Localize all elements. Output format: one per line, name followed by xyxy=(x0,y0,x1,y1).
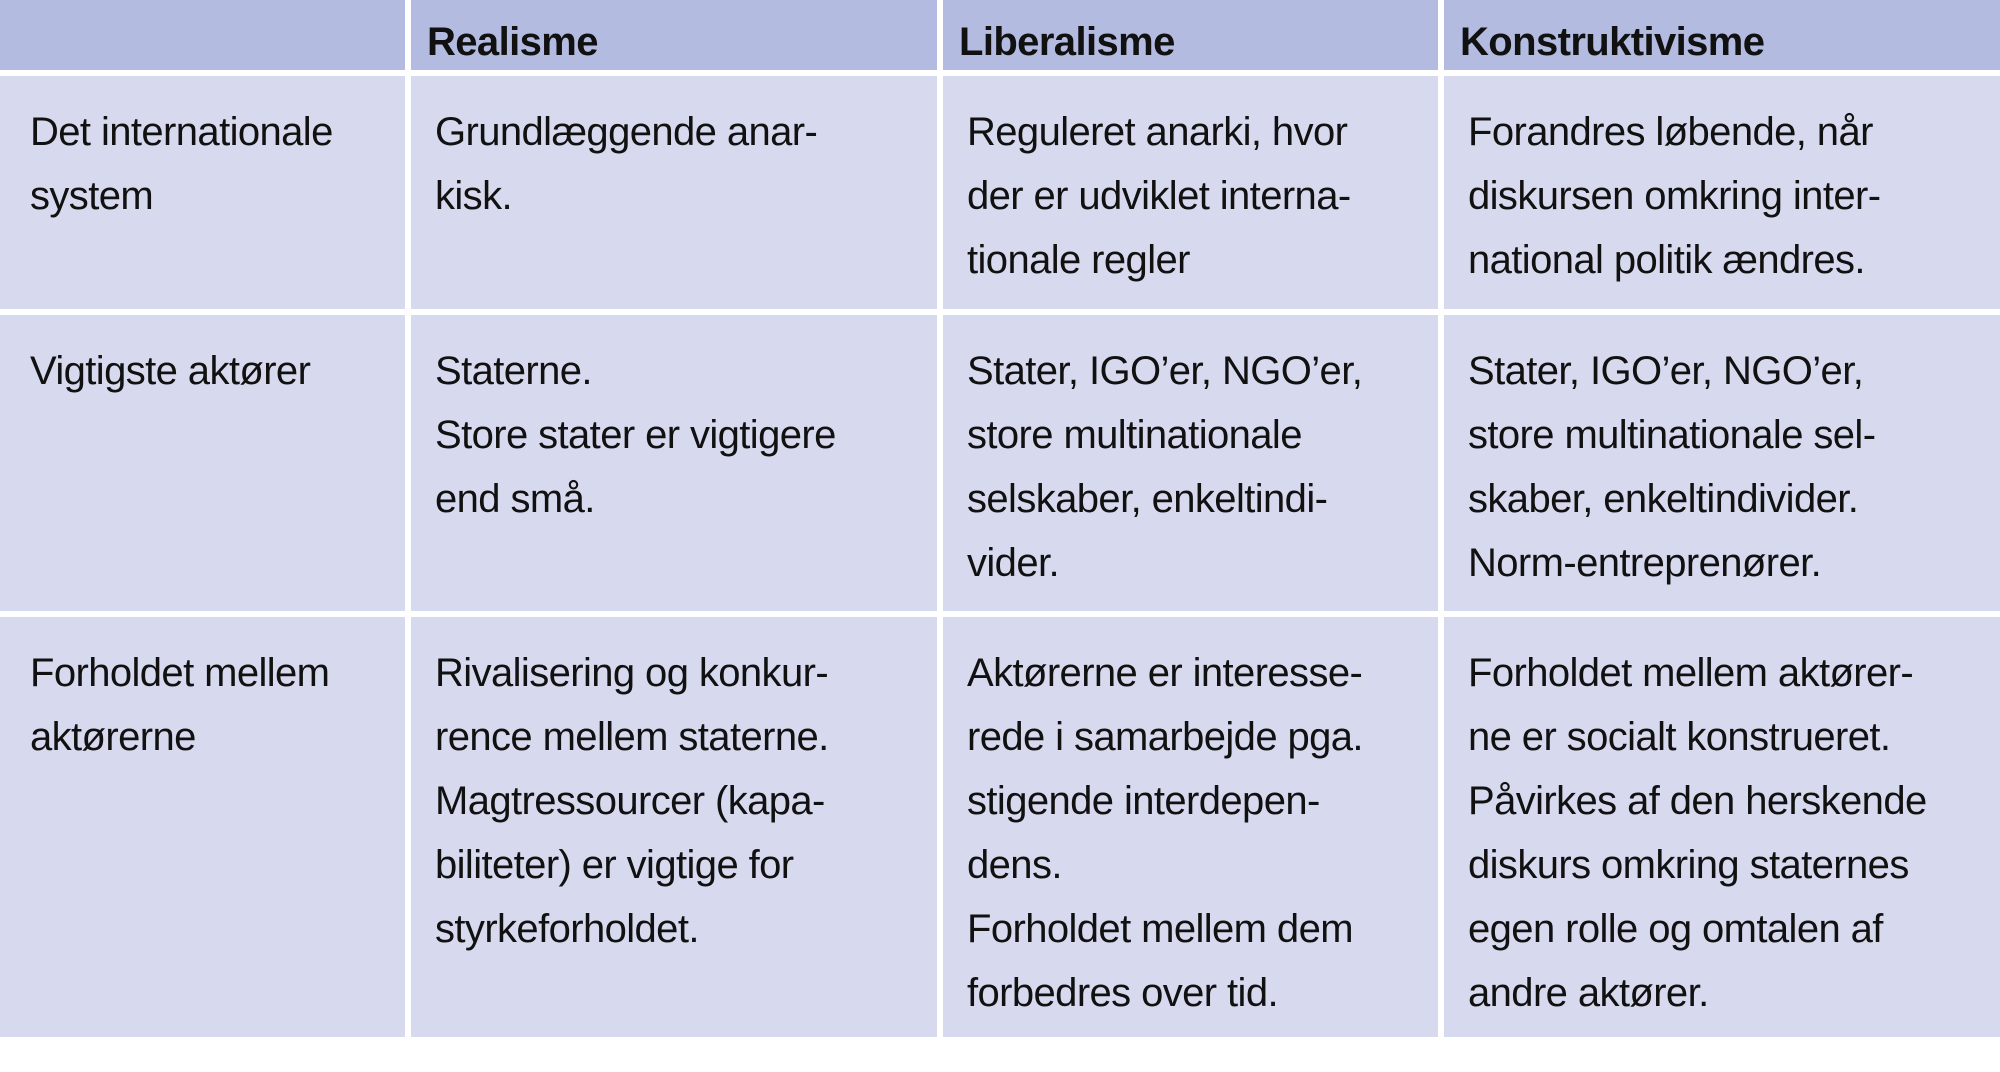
header-realisme: Realisme xyxy=(411,0,937,70)
cell-line: Staterne. xyxy=(435,349,592,393)
row-label-vigtigste-aktorer xyxy=(0,315,405,611)
cell-line: stigende interdepen- xyxy=(967,779,1320,823)
cell-line: Grundlæggende anar- xyxy=(435,110,818,154)
cell-line: store multinationale sel- xyxy=(1468,413,1876,457)
cell-konstruktivisme-aktorer xyxy=(1444,315,2000,611)
cell-realisme-forholdet xyxy=(411,617,937,1037)
cell-line: andre aktører. xyxy=(1468,971,1709,1015)
cell-line: skaber, enkeltindivider. xyxy=(1468,477,1859,521)
header-konstruktivisme: Konstruktivisme xyxy=(1444,0,2000,70)
cell-line: Stater, IGO’er, NGO’er, xyxy=(1468,349,1864,393)
cell-line: aktørerne xyxy=(30,715,196,759)
cell-line: egen rolle og omtalen af xyxy=(1468,907,1883,951)
cell-line: Det internationale xyxy=(30,110,333,154)
cell-line: Reguleret anarki, hvor xyxy=(967,110,1348,154)
cell-line: Forholdet mellem aktører- xyxy=(1468,651,1914,695)
cell-line: system xyxy=(30,174,154,218)
cell-line: forbedres over tid. xyxy=(967,971,1278,1015)
cell-line: Stater, IGO’er, NGO’er, xyxy=(967,349,1363,393)
cell-liberalisme-system xyxy=(943,76,1438,309)
cell-line: national politik ændres. xyxy=(1468,238,1865,282)
cell-line: Store stater er vigtigere xyxy=(435,413,836,457)
cell-line: Aktørerne er interesse- xyxy=(967,651,1363,695)
cell-liberalisme-aktorer xyxy=(943,315,1438,611)
cell-line: biliteter) er vigtige for xyxy=(435,843,794,887)
cell-line: vider. xyxy=(967,541,1060,585)
cell-line: Forholdet mellem dem xyxy=(967,907,1353,951)
cell-line: end små. xyxy=(435,477,595,521)
cell-line: rede i samarbejde pga. xyxy=(967,715,1363,759)
cell-line: Norm-entreprenører. xyxy=(1468,541,1822,585)
cell-konstruktivisme-forholdet xyxy=(1444,617,2000,1037)
cell-realisme-system xyxy=(411,76,937,309)
row-label-forholdet xyxy=(0,617,405,1037)
cell-line: Magtressourcer (kapa- xyxy=(435,779,825,823)
cell-line: tionale regler xyxy=(967,238,1190,282)
cell-line: diskursen omkring inter- xyxy=(1468,174,1881,218)
cell-line: Rivalisering og konkur- xyxy=(435,651,829,695)
cell-line: Forholdet mellem xyxy=(30,651,330,695)
cell-line: selskaber, enkeltindi- xyxy=(967,477,1328,521)
header-empty-cell xyxy=(0,0,405,70)
cell-line: Påvirkes af den herskende xyxy=(1468,779,1927,823)
cell-line: diskurs omkring staternes xyxy=(1468,843,1909,887)
header-liberalisme: Liberalisme xyxy=(943,0,1438,70)
row-label-internationale-system xyxy=(0,76,405,309)
cell-line: kisk. xyxy=(435,174,513,218)
cell-line: dens. xyxy=(967,843,1062,887)
cell-line: der er udviklet interna- xyxy=(967,174,1351,218)
cell-liberalisme-forholdet xyxy=(943,617,1438,1037)
cell-line: Forandres løbende, når xyxy=(1468,110,1873,154)
cell-realisme-aktorer xyxy=(411,315,937,611)
cell-line: Vigtigste aktører xyxy=(30,349,311,393)
cell-line: styrkeforholdet. xyxy=(435,907,699,951)
cell-konstruktivisme-system xyxy=(1444,76,2000,309)
cell-line: store multinationale xyxy=(967,413,1302,457)
cell-line: rence mellem staterne. xyxy=(435,715,829,759)
cell-line: ne er socialt konstrueret. xyxy=(1468,715,1891,759)
